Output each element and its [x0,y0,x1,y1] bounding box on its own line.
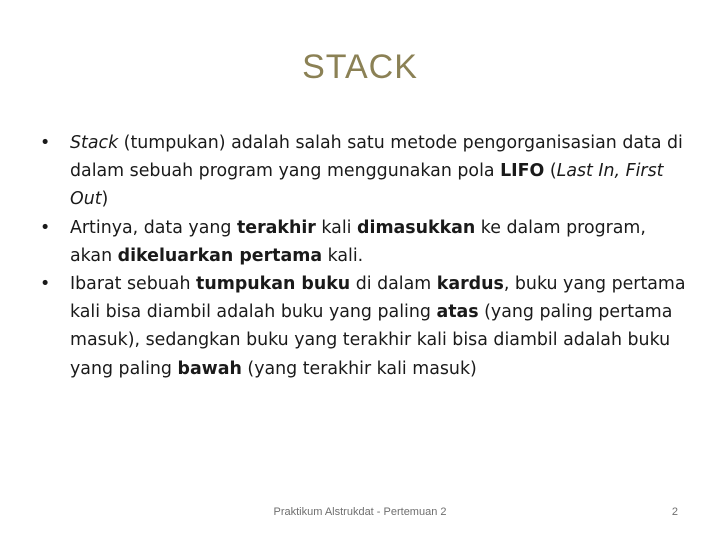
bullet-text-segment: tumpukan buku [196,274,351,295]
bullet-text-segment: bawah [177,358,242,379]
bullet-text-segment: kardus [436,274,504,295]
bullet-text-segment: ) [101,189,109,210]
bullet-item [40,214,692,270]
bullet-text-segment: Last In, First Out [70,161,664,210]
bullet-text-segment: dimasukkan [357,217,476,238]
footer-text: Praktikum Alstrukdat - Pertemuan 2 [273,506,447,518]
bullet-text-segment: Stack [70,133,119,153]
page-number: 2 [671,506,678,518]
bullet-text-segment: atas [436,302,479,323]
bullet-item [40,129,692,214]
bullet-text-segment: dikeluarkan pertama [117,245,323,266]
bullet-marker: • [40,133,51,153]
bullet-text-segment: , buku yang pertama kali bisa diambil adalah buku yang paling [70,274,686,323]
bullet-text-segment: terakhir [236,217,316,238]
bullet-marker: • [40,274,51,295]
bullet-text-segment: (yang terakhir kali masuk) [241,358,477,379]
bullet-text-segment: LIFO [500,161,545,182]
bullet-text-segment: Ibarat sebuah [70,274,197,295]
bullet-text-segment: (tumpukan) adalah salah satu metode pengorganisasian data di dalam sebuah program yang menggunakan pola [70,133,683,182]
bullet-text-segment: ( [544,161,557,182]
bullet-text-segment: (yang paling pertama masuk), sedangkan buku yang terakhir kali bisa diambil adalah buku yang paling [70,302,673,379]
bullet-list [40,129,692,383]
bullet-text-segment: ke dalam program, akan [70,217,646,266]
bullet-marker: • [40,217,51,238]
bullet-item [40,270,692,383]
bullet-text-segment: di dalam [350,274,437,295]
bullet-text-segment: Artinya, data yang [70,217,237,238]
bullet-text-segment: kali [315,217,358,238]
slide-title: STACK [302,48,418,86]
bullet-text-segment: kali. [322,245,364,266]
